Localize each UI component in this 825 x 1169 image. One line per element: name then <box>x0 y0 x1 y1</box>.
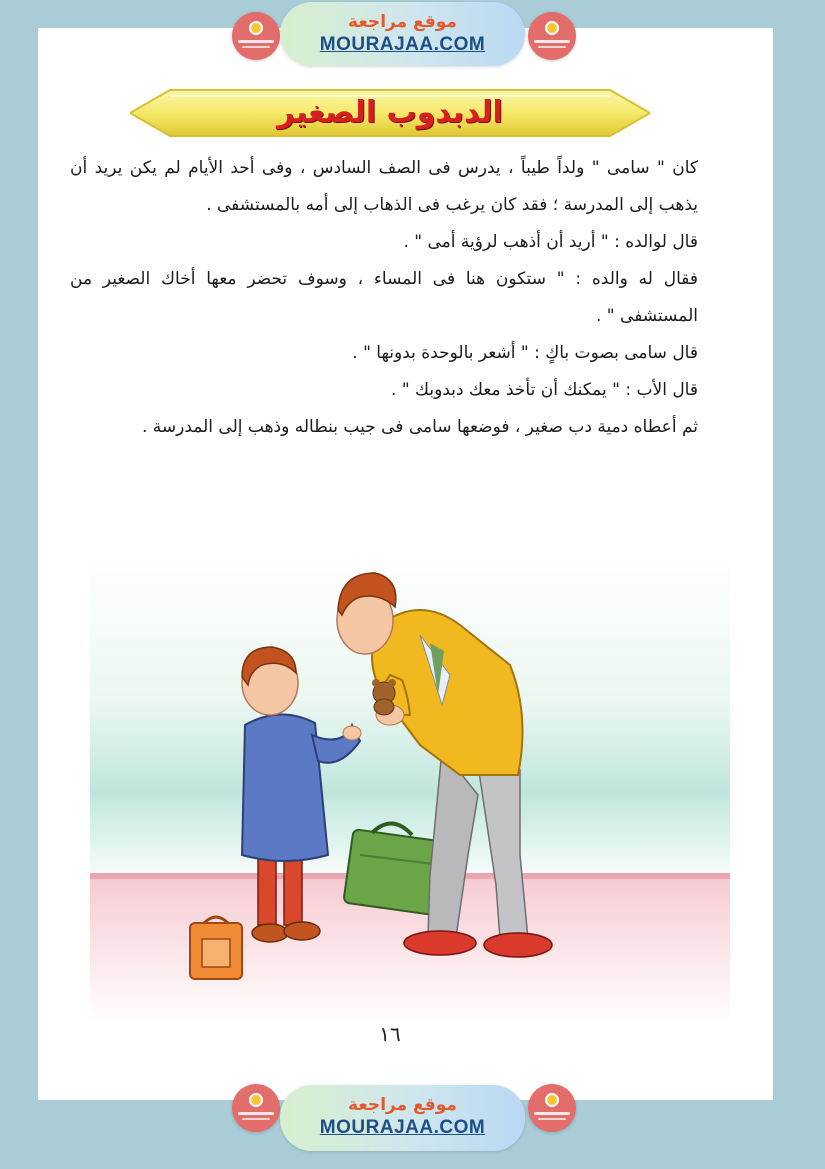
watermark-link[interactable]: MOURAJAA.COM <box>319 34 486 55</box>
story-text <box>70 150 716 446</box>
watermark-arabic: موقع مراجعة <box>348 12 457 32</box>
father-son-teddy-illustration <box>90 555 730 1025</box>
story-paragraph: قال سامى بصوت باكٍ : " أشعر بالوحدة بدونها " . <box>352 343 698 363</box>
watermark-banner-top[interactable] <box>280 2 525 66</box>
teddy-bear-icon <box>372 679 396 715</box>
story-paragraph: فقال له والده : " ستكون هنا فى المساء ، وسوف تحضر معها أخاك الصغير من المستشفى " . <box>70 269 698 326</box>
watermark-banner-bottom[interactable] <box>280 1085 525 1151</box>
story-illustration <box>90 555 730 1025</box>
watermark-link[interactable]: MOURAJAA.COM <box>319 1117 486 1138</box>
story-paragraph: كان " سامى " ولداً طيباً ، يدرس فى الصف السادس ، وفى أحد الأيام لم يكن يريد أن يذهب إلى المدرسة ؛ فقد كان يرغب فى الذهاب إلى أمه بالمستشفى . <box>70 158 698 215</box>
watermark-logo-left-icon <box>232 1084 280 1132</box>
story-paragraph: ثم أعطاه دمية دب صغير ، فوضعها سامى فى جيب بنطاله وذهب إلى المدرسة . <box>141 417 698 437</box>
watermark-logo-right-icon <box>528 12 576 60</box>
small-schoolbag-icon <box>190 917 242 979</box>
page-title: الدبدوب الصغير <box>277 95 503 130</box>
story-paragraph: قال الأب : " يمكنك أن تأخذ معك دبدوبك " . <box>391 380 698 400</box>
page-number: ١٦ <box>379 1022 401 1046</box>
watermark-arabic: موقع مراجعة <box>348 1095 457 1115</box>
story-paragraph: قال لوالده : " أريد أن أذهب لرؤية أمى " . <box>403 232 698 252</box>
watermark-logo-left-icon <box>232 12 280 60</box>
title-ribbon <box>130 86 650 140</box>
watermark-logo-right-icon <box>528 1084 576 1132</box>
